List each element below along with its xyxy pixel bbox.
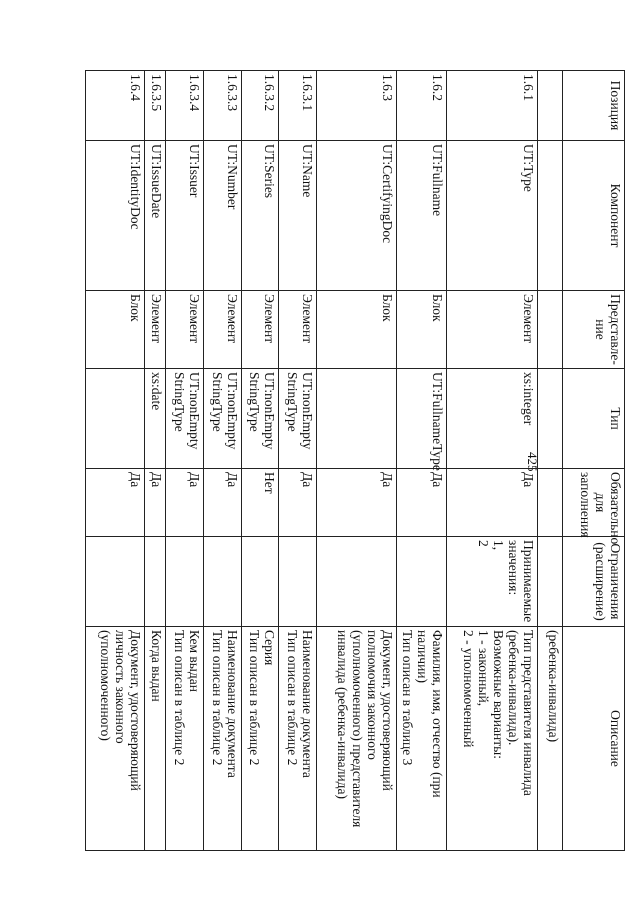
table-cell xyxy=(537,369,562,469)
component-cell: UT:IdentityDoc xyxy=(86,141,145,291)
rotated-table-wrapper xyxy=(85,70,625,850)
cell-line: 1, xyxy=(490,540,506,551)
table-cell xyxy=(537,291,562,369)
table-cell xyxy=(537,71,562,141)
cell-line: 2 - уполномоченный xyxy=(460,630,476,748)
restriction-cell xyxy=(397,537,447,627)
position-cell: 1.6.3.2 xyxy=(241,71,279,141)
restriction-cell xyxy=(317,537,397,627)
description-cell xyxy=(165,627,203,851)
table-row xyxy=(279,71,317,851)
representation-cell: Элемент xyxy=(165,291,203,369)
cell-line: Тип описан в таблице 2 xyxy=(285,630,301,766)
continuation-row xyxy=(537,71,562,851)
cell-line: Наименование документа xyxy=(224,630,240,778)
component-cell: UT:Number xyxy=(203,141,241,291)
cell-line: Тип описан в таблице 2 xyxy=(247,630,263,766)
description-cell xyxy=(241,627,279,851)
description-cell xyxy=(397,627,447,851)
type-cell: UT:nonEmpty StringType xyxy=(203,369,241,469)
header-representation: Представле-ние xyxy=(563,291,625,369)
restriction-cell xyxy=(447,537,537,627)
header-type: Тип xyxy=(563,369,625,469)
header-position: Позиция xyxy=(563,71,625,141)
page-number: 425 xyxy=(525,452,540,472)
cell-line: Тип представителя инвалида (ребенка-инвалида). xyxy=(505,630,536,796)
type-cell: UT:FullnameType xyxy=(397,369,447,469)
header-row xyxy=(563,71,625,851)
representation-cell: Элемент xyxy=(279,291,317,369)
table-cell xyxy=(537,141,562,291)
cell-line: Документ, удостоверяющий полномочия законного (уполномоченного) представителя инвалида (ребенка-инвалида) xyxy=(335,630,396,828)
description-cell xyxy=(144,627,165,851)
position-cell: 1.6.1 xyxy=(447,71,537,141)
position-cell: 1.6.4 xyxy=(86,71,145,141)
component-cell: UT:Issuer xyxy=(165,141,203,291)
representation-cell: Блок xyxy=(317,291,397,369)
cell-line: Тип описан в таблице 2 xyxy=(209,630,225,766)
representation-cell: Элемент xyxy=(241,291,279,369)
required-cell: Да xyxy=(144,469,165,537)
type-cell: UT:nonEmpty StringType xyxy=(241,369,279,469)
cell-line: Возможные варианты: xyxy=(490,630,506,759)
type-cell: xs:integer xyxy=(447,369,537,469)
type-cell xyxy=(86,369,145,469)
cell-line: Тип описан в таблице 2 xyxy=(171,630,187,766)
component-cell: UT:CertifyingDoc xyxy=(317,141,397,291)
cell-line: Кем выдан xyxy=(186,630,202,692)
header-restriction: Ограничения (расширение) xyxy=(563,537,625,627)
representation-cell: Блок xyxy=(397,291,447,369)
cell-line: 1 - законный, xyxy=(475,630,491,707)
representation-cell: Элемент xyxy=(447,291,537,369)
cell-line: Серия xyxy=(262,630,278,666)
description-cell xyxy=(447,627,537,851)
restriction-cell xyxy=(203,537,241,627)
type-cell: UT:nonEmpty StringType xyxy=(279,369,317,469)
type-cell: xs:date xyxy=(144,369,165,469)
position-cell: 1.6.3.4 xyxy=(165,71,203,141)
table-row xyxy=(144,71,165,851)
restriction-cell xyxy=(279,537,317,627)
specification-table xyxy=(85,70,625,851)
representation-cell: Элемент xyxy=(203,291,241,369)
table-cell xyxy=(537,537,562,627)
cell-line: Фамилия, имя, отчество (при наличии) xyxy=(415,630,446,798)
table-row xyxy=(397,71,447,851)
table-row xyxy=(317,71,397,851)
cell-line: Принимаемые значения: xyxy=(505,540,536,623)
representation-cell: Блок xyxy=(86,291,145,369)
component-cell: UT:Type xyxy=(447,141,537,291)
required-cell: Да xyxy=(203,469,241,537)
description-cell xyxy=(203,627,241,851)
component-cell: UT:IssueDate xyxy=(144,141,165,291)
table-cell xyxy=(537,469,562,537)
position-cell: 1.6.3.3 xyxy=(203,71,241,141)
header-description: Описание xyxy=(563,627,625,851)
position-cell: 1.6.3.5 xyxy=(144,71,165,141)
cell-line: Тип описан в таблице 3 xyxy=(400,630,416,766)
required-cell: Да xyxy=(165,469,203,537)
table-row xyxy=(86,71,145,851)
type-cell: UT:nonEmpty StringType xyxy=(165,369,203,469)
continuation-text: (ребенка-инвалида) xyxy=(537,627,562,851)
table-row xyxy=(165,71,203,851)
required-cell: Нет xyxy=(241,469,279,537)
header-required: Обязательно для заполнения xyxy=(563,469,625,537)
table-row xyxy=(241,71,279,851)
cell-line: 2 xyxy=(475,540,491,547)
description-cell xyxy=(317,627,397,851)
component-cell: UT:Series xyxy=(241,141,279,291)
required-cell: Да xyxy=(317,469,397,537)
restriction-cell xyxy=(86,537,145,627)
restriction-cell xyxy=(165,537,203,627)
position-cell: 1.6.3.1 xyxy=(279,71,317,141)
description-cell xyxy=(279,627,317,851)
required-cell: Да xyxy=(279,469,317,537)
restriction-cell xyxy=(241,537,279,627)
position-cell: 1.6.3 xyxy=(317,71,397,141)
required-cell: Да xyxy=(86,469,145,537)
header-component: Компонент xyxy=(563,141,625,291)
required-cell: Да xyxy=(397,469,447,537)
table-row xyxy=(203,71,241,851)
cell-line: Документ, удостоверяющий личность законного (уполномоченного) xyxy=(97,630,143,791)
component-cell: UT:Fullname xyxy=(397,141,447,291)
position-cell: 1.6.2 xyxy=(397,71,447,141)
required-cell: Да xyxy=(447,469,537,537)
cell-line: Наименование документа xyxy=(300,630,316,778)
table-row xyxy=(447,71,537,851)
cell-line: Когда выдан xyxy=(148,630,164,702)
type-cell xyxy=(317,369,397,469)
restriction-cell xyxy=(144,537,165,627)
description-cell xyxy=(86,627,145,851)
component-cell: UT:Name xyxy=(279,141,317,291)
representation-cell: Элемент xyxy=(144,291,165,369)
